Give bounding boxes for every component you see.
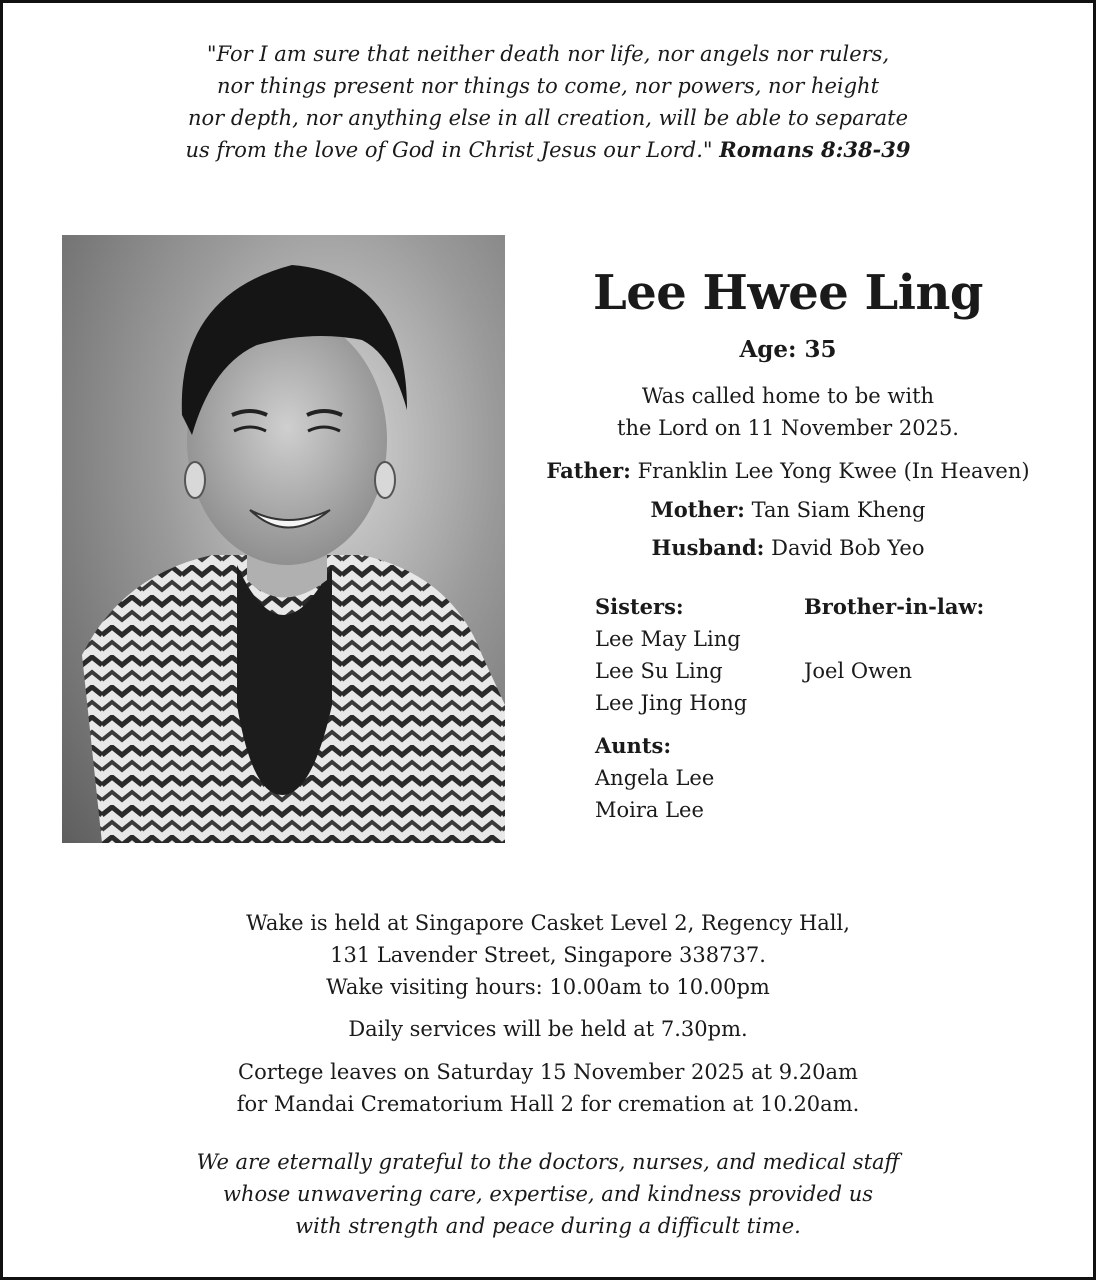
father-label: Father: — [546, 458, 631, 483]
verse-reference: Romans 8:38-39 — [719, 137, 911, 162]
gratitude-line: We are eternally grateful to the doctors, nurses, and medical staff — [196, 1150, 900, 1174]
aunt-name: Moira Lee — [595, 798, 704, 822]
verse-text: us from the love of God in Christ Jesus our Lord." — [185, 138, 713, 162]
verse-line-last — [0, 134, 1096, 166]
aunt-name: Angela Lee — [595, 766, 715, 790]
services-details — [0, 1013, 1096, 1045]
verse-line: nor depth, nor anything else in all creation, will be able to separate — [187, 106, 909, 130]
aunts-list — [595, 730, 714, 826]
wake-line: Wake visiting hours: 10.00am to 10.00pm — [326, 975, 770, 999]
deceased-age — [540, 334, 1036, 366]
mother-line — [540, 495, 1036, 525]
age-value: 35 — [804, 336, 837, 363]
brother-in-law-label: Brother-in-law: — [804, 594, 985, 619]
called-home-text — [540, 380, 1036, 444]
sister-name: Lee Su Ling — [595, 659, 723, 683]
verse-line: nor things present nor things to come, nor powers, nor height — [216, 74, 880, 98]
called-home-line: Was called home to be with — [641, 384, 935, 408]
cortege-details — [0, 1056, 1096, 1120]
aunts-label: Aunts: — [595, 733, 672, 758]
bible-verse — [0, 38, 1096, 166]
cortege-line: for Mandai Crematorium Hall 2 for cremation at 10.20am. — [236, 1092, 860, 1116]
called-home-line: the Lord on 11 November 2025. — [617, 416, 959, 440]
mother-label: Mother: — [650, 497, 745, 522]
sister-name: Lee May Ling — [595, 627, 741, 651]
wake-line: 131 Lavender Street, Singapore 338737. — [330, 943, 766, 967]
services-line: Daily services will be held at 7.30pm. — [348, 1017, 748, 1041]
father-name: Franklin Lee Yong Kwee (In Heaven) — [637, 459, 1030, 483]
brother-in-law-list — [804, 591, 984, 687]
cortege-line: Cortege leaves on Saturday 15 November 2025 at 9.20am — [238, 1060, 858, 1084]
spacer-line — [804, 623, 984, 655]
portrait-photo — [62, 235, 505, 843]
deceased-name: Lee Hwee Ling — [593, 265, 983, 321]
sisters-list — [595, 591, 747, 719]
brother-in-law-name: Joel Owen — [804, 659, 913, 683]
wake-details — [0, 907, 1096, 1003]
age-label: Age: — [739, 336, 797, 363]
gratitude-line: with strength and peace during a difficult time. — [295, 1214, 801, 1238]
husband-line — [540, 533, 1036, 563]
portrait-illustration — [62, 235, 505, 843]
father-line — [540, 456, 1036, 486]
husband-label: Husband: — [651, 535, 765, 560]
wake-line: Wake is held at Singapore Casket Level 2, Regency Hall, — [246, 911, 850, 935]
gratitude-line: whose unwavering care, expertise, and kindness provided us — [223, 1182, 873, 1206]
verse-line: "For I am sure that neither death nor life, nor angels nor rulers, — [206, 42, 890, 66]
husband-name: David Bob Yeo — [771, 536, 925, 560]
gratitude-message — [0, 1146, 1096, 1242]
mother-name: Tan Siam Kheng — [751, 498, 926, 522]
sisters-label: Sisters: — [595, 594, 684, 619]
sister-name: Lee Jing Hong — [595, 691, 748, 715]
